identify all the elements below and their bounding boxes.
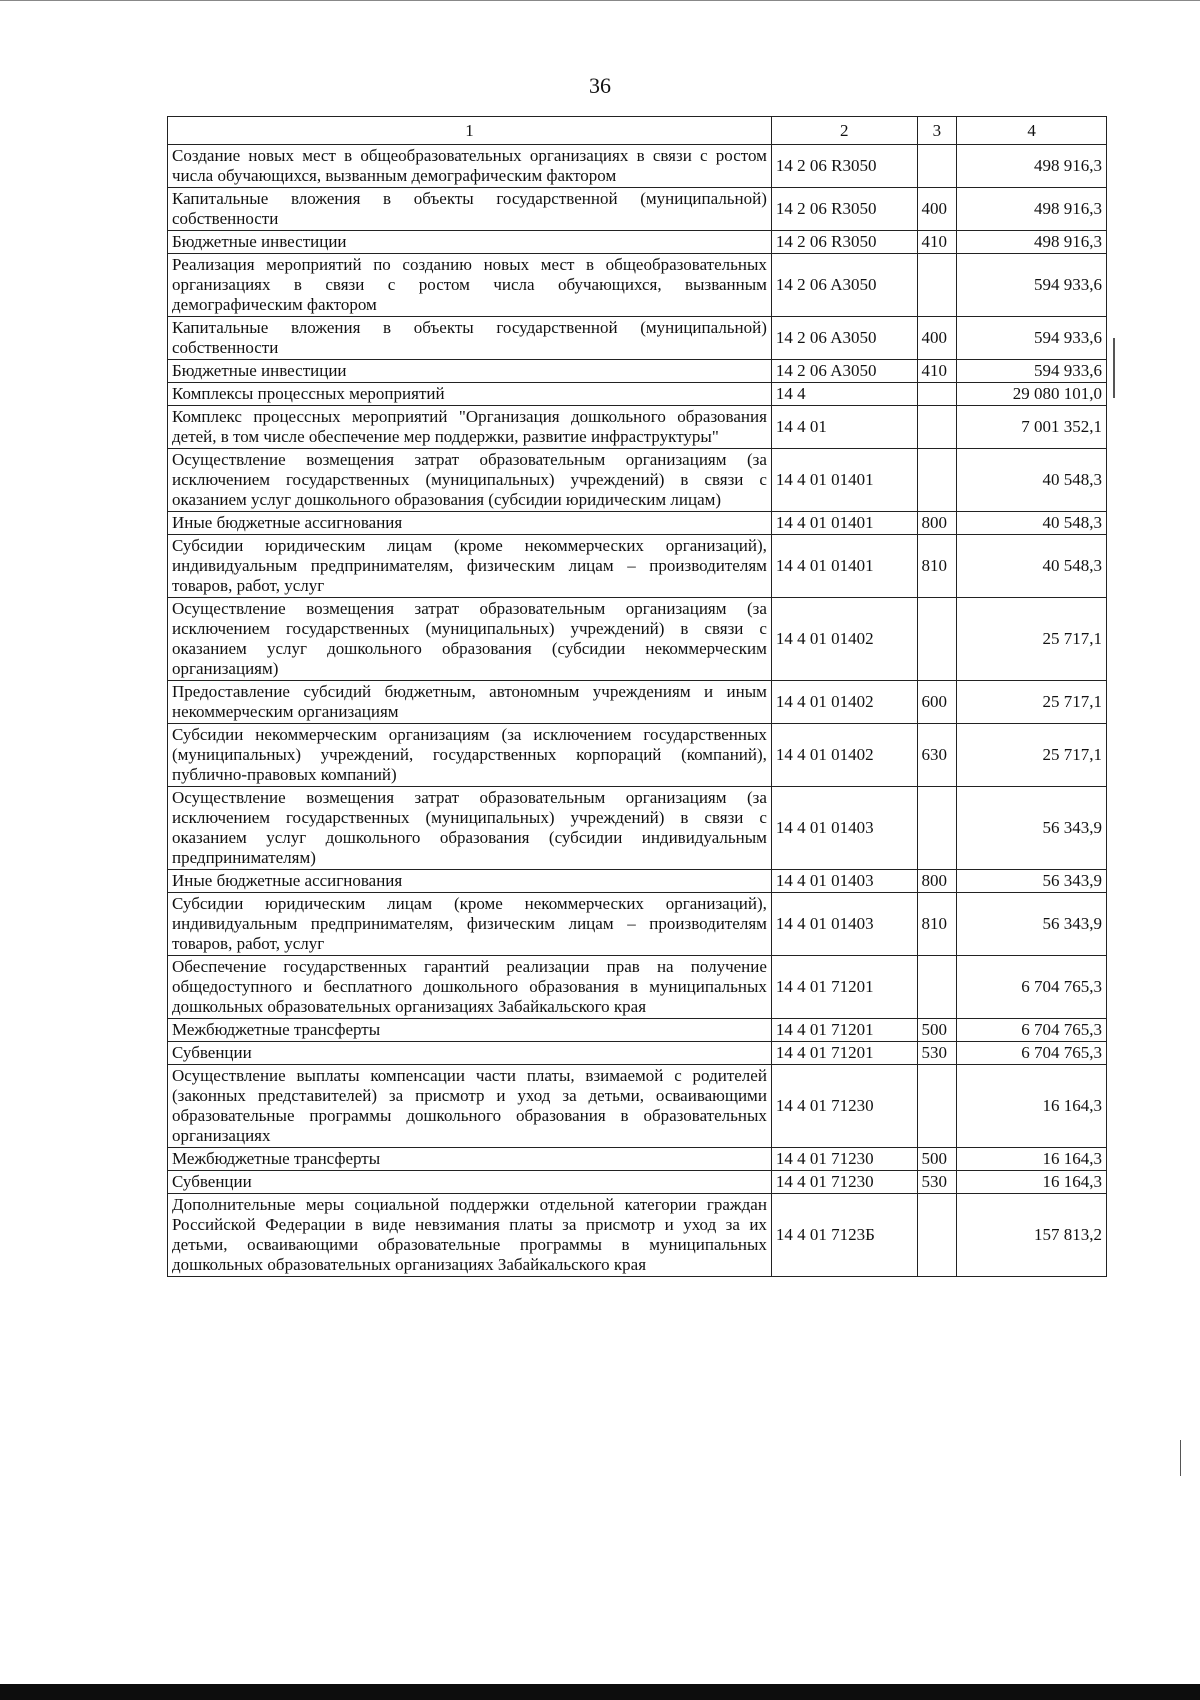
row-sum-cell: 25 717,1 <box>957 681 1107 724</box>
row-expense-type-cell: 810 <box>917 535 957 598</box>
table-row <box>168 449 1107 512</box>
table-row <box>168 317 1107 360</box>
row-code-cell: 14 4 <box>771 383 917 406</box>
row-code-cell: 14 4 01 7123Б <box>771 1194 917 1277</box>
row-sum-cell: 157 813,2 <box>957 1194 1107 1277</box>
row-code-cell: 14 4 01 01401 <box>771 449 917 512</box>
row-sum-cell: 594 933,6 <box>957 317 1107 360</box>
row-name-cell: Осуществление возмещения затрат образовательным организациям (за исключением государственных (муниципальных) учреждений) в связи с оказанием услуг дошкольного образования (субсидии индивидуальным предпринимателям) <box>168 787 772 870</box>
row-expense-type-cell: 630 <box>917 724 957 787</box>
table-row <box>168 406 1107 449</box>
row-code-cell: 14 2 06 R3050 <box>771 145 917 188</box>
budget-table <box>167 116 1107 1277</box>
row-sum-cell: 6 704 765,3 <box>957 1019 1107 1042</box>
row-code-cell: 14 2 06 R3050 <box>771 231 917 254</box>
scan-margin-mark <box>1113 338 1115 398</box>
row-code-cell: 14 4 01 01401 <box>771 535 917 598</box>
row-name-cell: Капитальные вложения в объекты государственной (муниципальной) собственности <box>168 188 772 231</box>
row-sum-cell: 498 916,3 <box>957 188 1107 231</box>
row-code-cell: 14 2 06 A3050 <box>771 360 917 383</box>
row-sum-cell: 40 548,3 <box>957 535 1107 598</box>
row-expense-type-cell: 400 <box>917 188 957 231</box>
row-name-cell: Иные бюджетные ассигнования <box>168 870 772 893</box>
row-expense-type-cell: 810 <box>917 893 957 956</box>
row-name-cell: Комплекс процессных мероприятий "Организация дошкольного образования детей, в том числе обеспечение мер поддержки, развитие инфраструктуры" <box>168 406 772 449</box>
table-row <box>168 681 1107 724</box>
header-col-3: 3 <box>917 117 957 145</box>
row-code-cell: 14 2 06 A3050 <box>771 254 917 317</box>
row-name-cell: Реализация мероприятий по созданию новых мест в общеобразовательных организациях в связи с ростом числа обучающихся, вызванным демографическим фактором <box>168 254 772 317</box>
row-sum-cell: 498 916,3 <box>957 145 1107 188</box>
row-expense-type-cell: 530 <box>917 1042 957 1065</box>
scan-bottom-edge <box>0 1684 1200 1700</box>
row-sum-cell: 6 704 765,3 <box>957 956 1107 1019</box>
table-row <box>168 188 1107 231</box>
row-name-cell: Осуществление возмещения затрат образовательным организациям (за исключением государственных (муниципальных) учреждений) в связи с оказанием услуг дошкольного образования (субсидии юридическим лицам) <box>168 449 772 512</box>
row-name-cell: Бюджетные инвестиции <box>168 360 772 383</box>
row-name-cell: Предоставление субсидий бюджетным, автономным учреждениям и иным некоммерческим организациям <box>168 681 772 724</box>
table-row <box>168 956 1107 1019</box>
row-code-cell: 14 4 01 71201 <box>771 1042 917 1065</box>
row-expense-type-cell: 410 <box>917 231 957 254</box>
row-code-cell: 14 4 01 71201 <box>771 1019 917 1042</box>
scan-top-edge <box>0 0 1200 9</box>
row-name-cell: Субвенции <box>168 1042 772 1065</box>
table-row <box>168 512 1107 535</box>
row-sum-cell: 56 343,9 <box>957 893 1107 956</box>
row-expense-type-cell: 600 <box>917 681 957 724</box>
table-row <box>168 231 1107 254</box>
table-row <box>168 145 1107 188</box>
table-row <box>168 1042 1107 1065</box>
row-code-cell: 14 4 01 01402 <box>771 681 917 724</box>
table-row <box>168 1019 1107 1042</box>
row-name-cell: Обеспечение государственных гарантий реализации прав на получение общедоступного и бесплатного дошкольного образования в муниципальных дошкольных образовательных организациях Забайкальского края <box>168 956 772 1019</box>
row-expense-type-cell <box>917 406 957 449</box>
table-row <box>168 1194 1107 1277</box>
row-sum-cell: 594 933,6 <box>957 360 1107 383</box>
table-row <box>168 535 1107 598</box>
row-name-cell: Комплексы процессных мероприятий <box>168 383 772 406</box>
row-expense-type-cell <box>917 383 957 406</box>
header-col-2: 2 <box>771 117 917 145</box>
row-sum-cell: 16 164,3 <box>957 1065 1107 1148</box>
row-name-cell: Создание новых мест в общеобразовательных организациях в связи с ростом числа обучающихся, вызванным демографическим фактором <box>168 145 772 188</box>
table-row <box>168 254 1107 317</box>
row-name-cell: Субсидии юридическим лицам (кроме некоммерческих организаций), индивидуальным предпринимателям, физическим лицам – производителям товаров, работ, услуг <box>168 893 772 956</box>
row-sum-cell: 40 548,3 <box>957 512 1107 535</box>
table-row <box>168 724 1107 787</box>
row-sum-cell: 25 717,1 <box>957 724 1107 787</box>
row-sum-cell: 7 001 352,1 <box>957 406 1107 449</box>
page-number: 36 <box>589 73 611 98</box>
row-code-cell: 14 4 01 01403 <box>771 787 917 870</box>
row-code-cell: 14 2 06 A3050 <box>771 317 917 360</box>
header-col-1: 1 <box>168 117 772 145</box>
row-expense-type-cell: 500 <box>917 1148 957 1171</box>
row-name-cell: Иные бюджетные ассигнования <box>168 512 772 535</box>
row-name-cell: Бюджетные инвестиции <box>168 231 772 254</box>
row-expense-type-cell: 400 <box>917 317 957 360</box>
row-code-cell: 14 4 01 01403 <box>771 870 917 893</box>
row-sum-cell: 594 933,6 <box>957 254 1107 317</box>
row-name-cell: Межбюджетные трансферты <box>168 1019 772 1042</box>
table-row <box>168 360 1107 383</box>
row-code-cell: 14 4 01 01401 <box>771 512 917 535</box>
table-row <box>168 870 1107 893</box>
row-expense-type-cell <box>917 254 957 317</box>
row-expense-type-cell: 800 <box>917 512 957 535</box>
row-sum-cell: 56 343,9 <box>957 870 1107 893</box>
row-expense-type-cell <box>917 1194 957 1277</box>
row-expense-type-cell <box>917 449 957 512</box>
table-body <box>168 145 1107 1277</box>
table-row <box>168 598 1107 681</box>
scan-margin-mark <box>1180 1440 1181 1476</box>
row-name-cell: Субсидии некоммерческим организациям (за исключением государственных (муниципальных) учреждений, государственных корпораций (компаний), публично-правовых компаний) <box>168 724 772 787</box>
row-expense-type-cell <box>917 956 957 1019</box>
row-expense-type-cell: 410 <box>917 360 957 383</box>
table-row <box>168 893 1107 956</box>
row-expense-type-cell <box>917 1065 957 1148</box>
row-sum-cell: 16 164,3 <box>957 1171 1107 1194</box>
row-expense-type-cell: 800 <box>917 870 957 893</box>
row-expense-type-cell <box>917 145 957 188</box>
table-row <box>168 383 1107 406</box>
row-code-cell: 14 4 01 71230 <box>771 1148 917 1171</box>
row-code-cell: 14 2 06 R3050 <box>771 188 917 231</box>
row-sum-cell: 6 704 765,3 <box>957 1042 1107 1065</box>
row-expense-type-cell <box>917 787 957 870</box>
row-expense-type-cell: 500 <box>917 1019 957 1042</box>
row-code-cell: 14 4 01 <box>771 406 917 449</box>
row-expense-type-cell <box>917 598 957 681</box>
row-sum-cell: 16 164,3 <box>957 1148 1107 1171</box>
row-name-cell: Субвенции <box>168 1171 772 1194</box>
header-col-4: 4 <box>957 117 1107 145</box>
table-header-row <box>168 117 1107 145</box>
row-sum-cell: 40 548,3 <box>957 449 1107 512</box>
row-sum-cell: 56 343,9 <box>957 787 1107 870</box>
row-name-cell: Осуществление возмещения затрат образовательным организациям (за исключением государственных (муниципальных) учреждений) в связи с оказанием услуг дошкольного образования (субсидии некоммерческим организациям) <box>168 598 772 681</box>
row-code-cell: 14 4 01 71230 <box>771 1065 917 1148</box>
row-code-cell: 14 4 01 71201 <box>771 956 917 1019</box>
row-sum-cell: 29 080 101,0 <box>957 383 1107 406</box>
table-row <box>168 1171 1107 1194</box>
row-name-cell: Капитальные вложения в объекты государственной (муниципальной) собственности <box>168 317 772 360</box>
row-sum-cell: 498 916,3 <box>957 231 1107 254</box>
table-row <box>168 787 1107 870</box>
row-name-cell: Осуществление выплаты компенсации части платы, взимаемой с родителей (законных представителей) за присмотр и уход за детьми, осваивающими образовательные программы дошкольного образования в образовательных организациях <box>168 1065 772 1148</box>
row-name-cell: Субсидии юридическим лицам (кроме некоммерческих организаций), индивидуальным предпринимателям, физическим лицам – производителям товаров, работ, услуг <box>168 535 772 598</box>
table-row <box>168 1065 1107 1148</box>
row-code-cell: 14 4 01 71230 <box>771 1171 917 1194</box>
row-sum-cell: 25 717,1 <box>957 598 1107 681</box>
row-expense-type-cell: 530 <box>917 1171 957 1194</box>
table-row <box>168 1148 1107 1171</box>
row-code-cell: 14 4 01 01403 <box>771 893 917 956</box>
row-name-cell: Межбюджетные трансферты <box>168 1148 772 1171</box>
row-name-cell: Дополнительные меры социальной поддержки отдельной категории граждан Российской Федерации в виде невзимания платы за присмотр и уход за их детьми, осваивающими образовательные программы в муниципальных дошкольных образовательных организациях Забайкальского края <box>168 1194 772 1277</box>
row-code-cell: 14 4 01 01402 <box>771 724 917 787</box>
row-code-cell: 14 4 01 01402 <box>771 598 917 681</box>
